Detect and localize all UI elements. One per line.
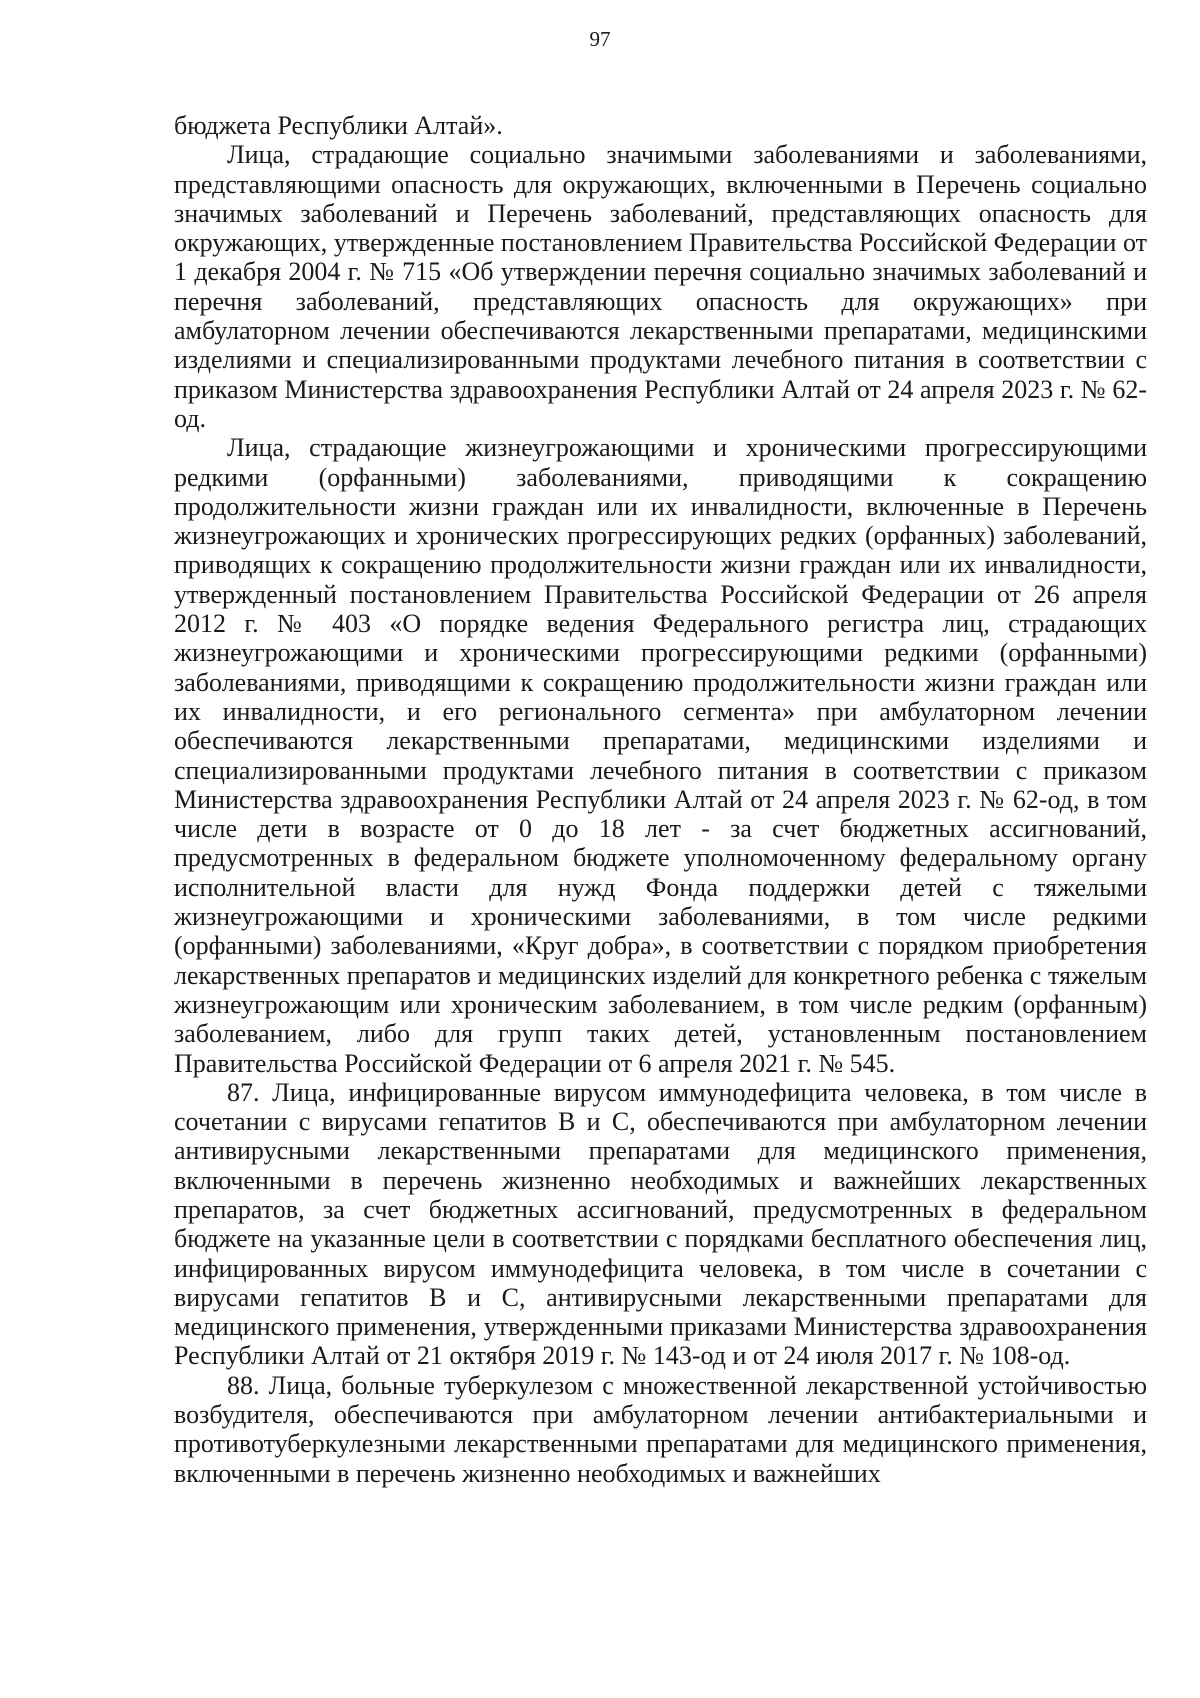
- paragraph-orphan-diseases: Лица, страдающие жизнеугрожающими и хроническими прогрессирующими редкими (орфанными) заболеваниями, приводящими к сокращению продолжительности жизни граждан или их инвалидности, включенные в Перечень жизнеугрожающих и хронических прогрессирующих редких (орфанных) заболеваний, приводящих к сокращению продолжительности жизни граждан или их инвалидности, утвержденный постановлением Правительства Российской Федерации от 26 апреля 2012 г. № 403 «О порядке ведения Федерального регистра лиц, страдающих жизнеугрожающими и хроническими прогрессирующими редкими (орфанными) заболеваниями, приводящими к сокращению продолжительности жизни граждан или их инвалидности, и его регионального сегмента» при амбулаторном лечении обеспечиваются лекарственными препаратами, медицинскими изделиями и специализированными продуктами лечебного питания в соответствии с приказом Министерства здравоохранения Республики Алтай от 24 апреля 2023 г. № 62-од, в том числе дети в возрасте от 0 до 18 лет - за счет бюджетных ассигнований, предусмотренных в федеральном бюджете уполномоченному федеральному органу исполнительной власти для нужд Фонда поддержки детей с тяжелыми жизнеугрожающими и хроническими заболеваниями, в том числе редкими (орфанными) заболеваниями, «Круг добра», в соответствии с порядком приобретения лекарственных препаратов и медицинских изделий для конкретного ребенка с тяжелым жизнеугрожающим или хроническим заболеванием, в том числе редким (орфанным) заболеванием, либо для групп таких детей, установленным постановлением Правительства Российской Федерации от 6 апреля 2021 г. № 545.: [174, 433, 1147, 1078]
- paragraph-continuation: бюджета Республики Алтай».: [174, 111, 503, 140]
- page-number: 97: [589, 27, 611, 51]
- document-body: [174, 111, 1147, 1488]
- paragraph-socially-significant-diseases: Лица, страдающие социально значимыми заболеваниями и заболеваниями, представляющими опасность для окружающих, включенными в Перечень социально значимых заболеваний и Перечень заболеваний, представляющих опасность для окружающих, утвержденные постановлением Правительства Российской Федерации от 1 декабря 2004 г. № 715 «Об утверждении перечня социально значимых заболеваний и перечня заболеваний, представляющих опасность для окружающих» при амбулаторном лечении обеспечиваются лекарственными препаратами, медицинскими изделиями и специализированными продуктами лечебного питания в соответствии с приказом Министерства здравоохранения Республики Алтай от 24 апреля 2023 г. № 62-од.: [174, 140, 1147, 433]
- paragraph-88-tuberculosis: 88. Лица, больные туберкулезом с множественной лекарственной устойчивостью возбудителя, обеспечиваются при амбулаторном лечении антибактериальными и противотуберкулезными лекарственными препаратами для медицинского применения, включенными в перечень жизненно необходимых и важнейших: [174, 1370, 1147, 1488]
- paragraph-87-hiv: 87. Лица, инфицированные вирусом иммунодефицита человека, в том числе в сочетании с вирусами гепатитов B и C, обеспечиваются при амбулаторном лечении антивирусными лекарственными препаратами для медицинского применения, включенными в перечень жизненно необходимых и важнейших лекарственных препаратов, за счет бюджетных ассигнований, предусмотренных в федеральном бюджете на указанные цели в соответствии с порядками бесплатного обеспечения лиц, инфицированных вирусом иммунодефицита человека, в том числе в сочетании с вирусами гепатитов B и C, антивирусными лекарственными препаратами для медицинского применения, утвержденными приказами Министерства здравоохранения Республики Алтай от 21 октября 2019 г. № 143-од и от 24 июля 2017 г. № 108-од.: [174, 1077, 1147, 1371]
